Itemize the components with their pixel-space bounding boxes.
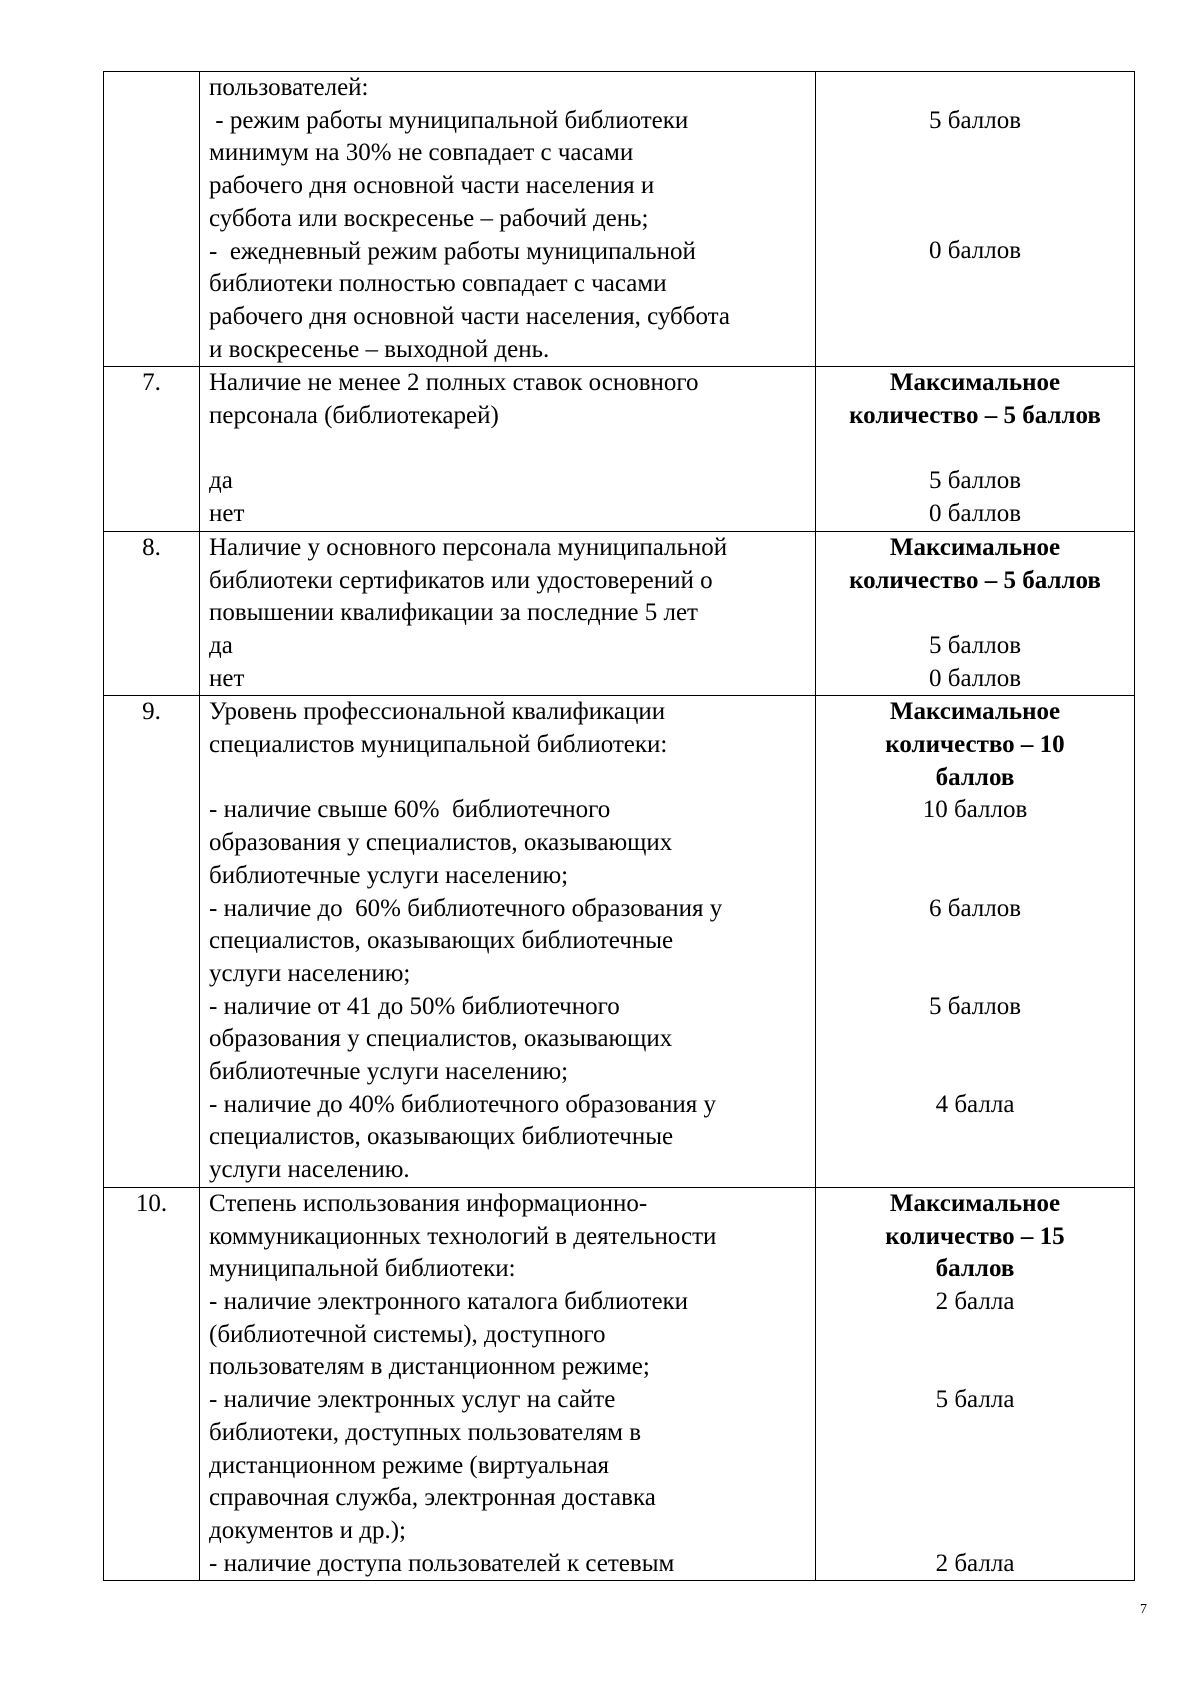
description-line: нет	[209, 664, 245, 692]
criterion-number: 10.	[104, 1187, 200, 1580]
points-line: количество – 15	[885, 1222, 1065, 1250]
description-line: коммуникационных технологий в деятельности	[209, 1222, 717, 1250]
points-line: количество – 10	[885, 731, 1065, 759]
description-line: Степень использования информационно-	[209, 1189, 648, 1217]
points-line: 5 балла	[935, 1386, 1015, 1414]
points-line	[816, 1351, 1134, 1384]
description-line: муниципальной библиотеки:	[209, 1255, 516, 1283]
points-line	[816, 170, 1134, 203]
description-line: рабочего дня основной части населения, суббота	[209, 302, 730, 330]
description-line: - наличие доступа пользователей к сетевым	[209, 1549, 675, 1577]
description-line: специалистов муниципальной библиотеки:	[209, 731, 668, 759]
criterion-points	[816, 531, 1135, 696]
description-line: специалистов, оказывающих библиотечные	[209, 1123, 674, 1151]
description-line: библиотечные услуги населению;	[209, 861, 569, 889]
description-line: библиотечные услуги населению;	[209, 1058, 569, 1086]
points-line	[816, 301, 1134, 334]
criterion-row	[104, 367, 1135, 532]
points-line: Максимальное	[889, 698, 1061, 726]
points-line	[816, 925, 1134, 958]
criterion-number: 9.	[104, 696, 200, 1188]
description-line: - наличие электронного каталога библиотеки	[209, 1287, 689, 1315]
description-line: услуги населению.	[209, 1156, 410, 1184]
description-line	[209, 433, 809, 466]
criterion-number: 8.	[104, 531, 200, 696]
points-line	[816, 958, 1134, 991]
criterion-row	[104, 72, 1135, 367]
description-line: - наличие до 60% библиотечного образования у	[209, 894, 723, 922]
description-line: да	[209, 467, 233, 495]
points-line: количество – 5 баллов	[849, 566, 1101, 594]
description-line: - ежедневный режим работы муниципальной	[209, 237, 696, 265]
criteria-table-body	[104, 72, 1135, 1581]
points-line	[816, 1056, 1134, 1089]
criterion-description	[200, 696, 816, 1188]
points-line	[816, 1482, 1134, 1515]
description-line: образования у специалистов, оказывающих	[209, 1025, 673, 1053]
points-line: 0 баллов	[928, 500, 1022, 528]
criterion-points	[816, 72, 1135, 367]
description-line: - наличие свыше 60% библиотечного	[209, 796, 611, 824]
description-line: специалистов, оказывающих библиотечные	[209, 927, 674, 955]
points-line	[816, 1319, 1134, 1352]
points-line: количество – 5 баллов	[849, 402, 1101, 430]
description-line: библиотеки сертификатов или удостоверений о	[209, 566, 713, 594]
description-line: (библиотечной системы), доступного	[209, 1320, 606, 1348]
description-line: персонала (библиотекарей)	[209, 402, 499, 430]
criterion-row	[104, 1187, 1135, 1580]
description-line: минимум на 30% не совпадает с часами	[209, 139, 634, 167]
points-line: баллов	[935, 1255, 1015, 1283]
page-number: 7	[1140, 1602, 1147, 1617]
criterion-row	[104, 531, 1135, 696]
points-line	[816, 334, 1134, 367]
points-line	[816, 1449, 1134, 1482]
description-line: повышении квалификации за последние 5 лет	[209, 599, 698, 627]
description-line	[209, 762, 809, 795]
points-line: Максимальное	[889, 1189, 1061, 1217]
points-line: баллов	[935, 763, 1015, 791]
points-line: Максимальное	[889, 369, 1061, 397]
points-line	[816, 268, 1134, 301]
points-line: 2 балла	[935, 1287, 1015, 1315]
points-line	[816, 1154, 1134, 1187]
description-line: суббота или воскресенье – рабочий день;	[209, 204, 649, 232]
criteria-table	[103, 71, 1135, 1581]
description-line: библиотеки полностью совпадает с часами	[209, 270, 667, 298]
description-line: пользователям в дистанционном режиме;	[209, 1353, 650, 1381]
points-line: 5 баллов	[928, 467, 1022, 495]
description-line: - наличие электронных услуг на сайте	[209, 1386, 616, 1414]
description-line: да	[209, 631, 233, 659]
description-line: справочная служба, электронная доставка	[209, 1484, 656, 1512]
points-line: 4 балла	[935, 1090, 1015, 1118]
description-line: нет	[209, 500, 245, 528]
points-line	[816, 1121, 1134, 1154]
description-line: - режим работы муниципальной библиотеки	[209, 106, 689, 134]
points-line: 10 баллов	[922, 796, 1028, 824]
description-line: и воскресенье – выходной день.	[209, 335, 550, 363]
description-line: рабочего дня основной части населения и	[209, 172, 655, 200]
criterion-number	[104, 72, 200, 367]
description-line: пользователей:	[209, 74, 369, 101]
description-line: библиотеки, доступных пользователям в	[209, 1418, 642, 1446]
criterion-points	[816, 367, 1135, 532]
criterion-description	[200, 531, 816, 696]
points-line	[816, 137, 1134, 170]
criterion-number: 7.	[104, 367, 200, 532]
criterion-points	[816, 696, 1135, 1188]
points-line	[816, 1023, 1134, 1056]
points-line	[816, 1515, 1134, 1548]
points-line	[816, 597, 1134, 630]
criterion-description	[200, 367, 816, 532]
description-line: Наличие не менее 2 полных ставок основного	[209, 369, 699, 397]
description-line: документов и др.);	[209, 1516, 406, 1544]
criterion-points	[816, 1187, 1135, 1580]
points-line	[816, 203, 1134, 236]
points-line: 2 балла	[935, 1549, 1015, 1577]
description-line: образования у специалистов, оказывающих	[209, 829, 673, 857]
description-line: Наличие у основного персонала муниципальной	[209, 533, 728, 561]
points-line: 6 баллов	[928, 894, 1022, 922]
description-line: Уровень профессиональной квалификации	[209, 698, 666, 726]
points-line	[816, 827, 1134, 860]
points-line: 0 баллов	[928, 237, 1022, 265]
points-line: Максимальное	[889, 533, 1061, 561]
points-line: 5 баллов	[928, 631, 1022, 659]
points-line	[816, 860, 1134, 893]
points-line	[816, 72, 1134, 105]
criterion-row	[104, 696, 1135, 1188]
points-line: 0 баллов	[928, 664, 1022, 692]
points-line: 5 баллов	[928, 992, 1022, 1020]
criterion-description	[200, 72, 816, 367]
criterion-description	[200, 1187, 816, 1580]
points-line	[816, 1417, 1134, 1450]
description-line: услуги населению;	[209, 959, 411, 987]
description-line: - наличие до 40% библиотечного образования у	[209, 1090, 717, 1118]
points-line: 5 баллов	[928, 106, 1022, 134]
points-line	[816, 433, 1134, 466]
description-line: дистанционном режиме (виртуальная	[209, 1451, 610, 1479]
description-line: - наличие от 41 до 50% библиотечного	[209, 992, 620, 1020]
